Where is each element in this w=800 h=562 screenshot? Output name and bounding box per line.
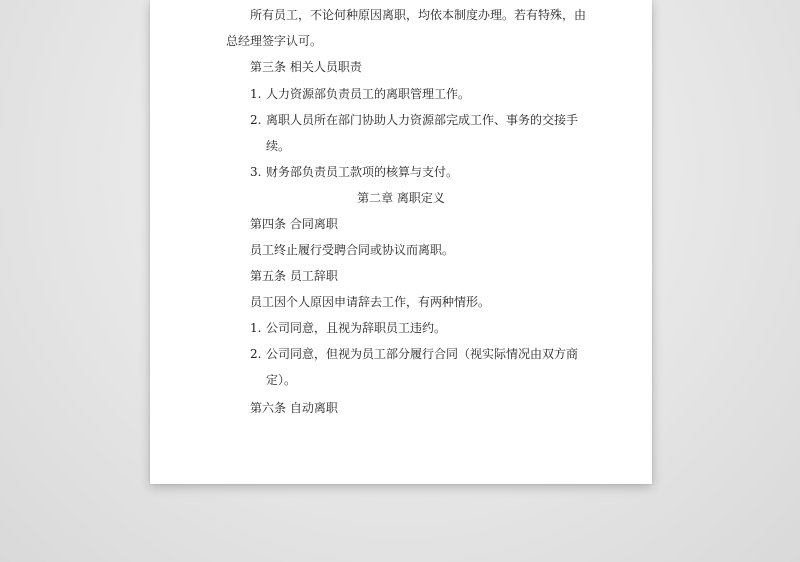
list-item (250, 320, 446, 336)
article-heading: 第五条 员工辞职 (250, 269, 338, 283)
paragraph-line: 员工终止履行受聘合同或协议而离职。 (250, 243, 455, 257)
paragraph-line: 总经理签字认可。 (226, 34, 323, 48)
list-item (250, 112, 578, 128)
list-item (250, 164, 458, 180)
list-number: 1. (250, 87, 262, 101)
list-item-text: 公司同意，但视为员工部分履行合同（视实际情况由双方商 (266, 347, 579, 361)
list-item-text: 财务部负责员工款项的核算与支付。 (266, 165, 459, 179)
article-heading: 第三条 相关人员职责 (250, 60, 362, 74)
article-heading: 第六条 自动离职 (250, 401, 338, 415)
list-item-text: 离职人员所在部门协助人力资源部完成工作、事务的交接手 (266, 113, 579, 127)
article-heading: 第四条 合同离职 (250, 217, 338, 231)
list-item-continuation: 续。 (266, 139, 291, 153)
paragraph-line: 所有员工，不论何种原因离职，均依本制度办理。若有特殊，由 (250, 8, 587, 22)
list-number: 1. (250, 321, 262, 335)
list-number: 3. (250, 165, 262, 179)
document-page (150, 0, 652, 484)
list-item-text: 公司同意，且视为辞职员工违约。 (266, 321, 447, 335)
list-item (250, 346, 578, 362)
paragraph-line: 员工因个人原因申请辞去工作，有两种情形。 (250, 295, 491, 309)
list-item-continuation: 定）。 (266, 373, 297, 387)
list-number: 2. (250, 347, 262, 361)
list-item (250, 86, 470, 102)
chapter-heading: 第二章 离职定义 (357, 191, 445, 205)
list-number: 2. (250, 113, 262, 127)
list-item-text: 人力资源部负责员工的离职管理工作。 (266, 87, 471, 101)
